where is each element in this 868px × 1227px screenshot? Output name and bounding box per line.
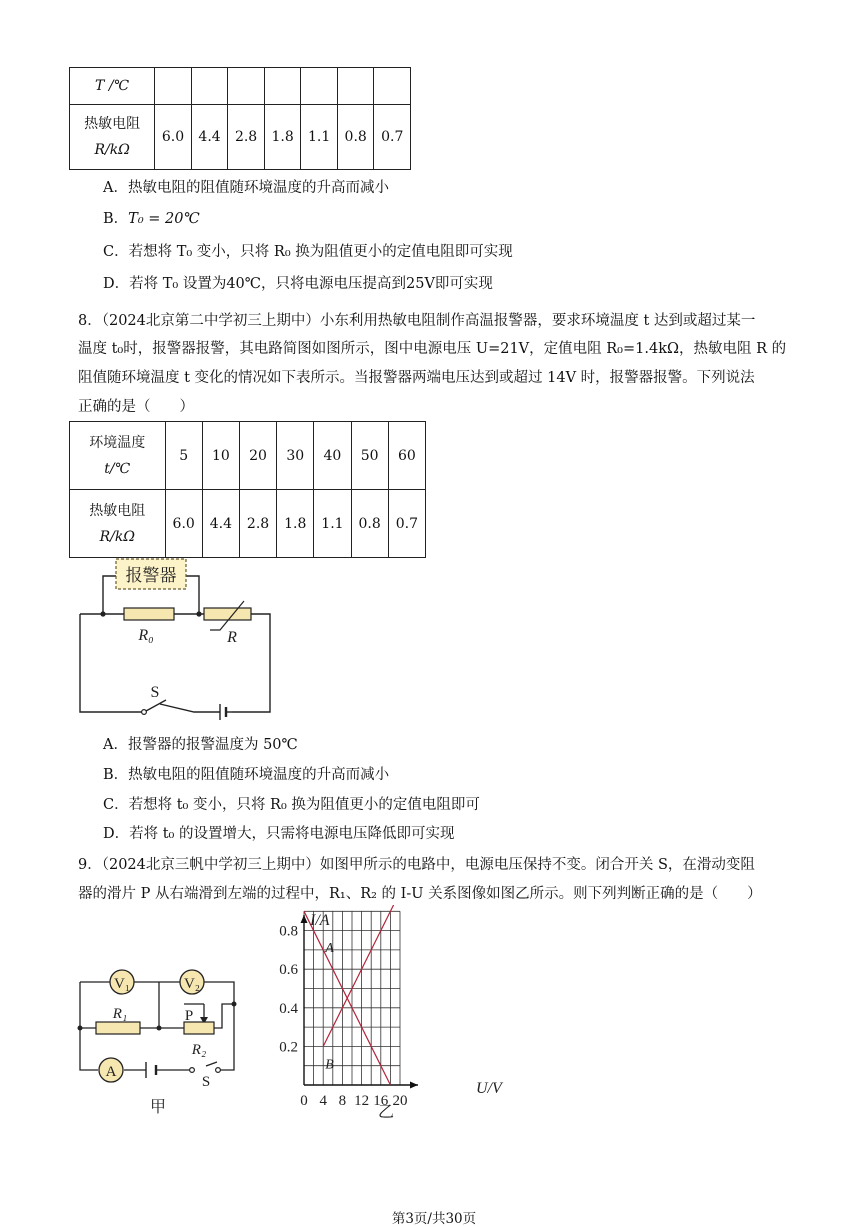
r1-label: R₁ xyxy=(112,1006,128,1022)
junction-dot xyxy=(100,611,105,616)
table-cell: 6.0 xyxy=(165,490,202,558)
table-cell: 0.7 xyxy=(374,105,411,170)
a-label: A xyxy=(105,1064,117,1080)
junction-dot xyxy=(232,1002,237,1007)
x-tick-label: 16 xyxy=(373,1093,389,1109)
table-cell: 4.4 xyxy=(202,490,239,558)
resistor-r0 xyxy=(124,608,174,620)
r-label: R xyxy=(227,629,237,646)
table-cell: 5 xyxy=(165,422,202,490)
table-cell: 2.8 xyxy=(228,105,265,170)
q8-stem-line4: 正确的是（ ） xyxy=(78,399,194,415)
table-cell: 50 xyxy=(351,422,388,490)
q7-option-c: C．若想将 T₀ 变小，只将 R₀ 换为阻值更小的定值电阻即可实现 xyxy=(103,244,513,260)
wire xyxy=(80,982,98,1070)
graph-caption: 乙 xyxy=(377,1104,395,1121)
table-cell: 60 xyxy=(388,422,425,490)
y-axis-label: I/A xyxy=(310,912,330,929)
table-cell: 10 xyxy=(202,422,239,490)
q8-option-b: B．热敏电阻的阻值随环境温度的升高而减小 xyxy=(103,767,390,783)
wire xyxy=(80,614,142,712)
x-tick-label: 4 xyxy=(319,1093,327,1109)
table-cell: 20 xyxy=(239,422,276,490)
table-cell: 0.8 xyxy=(351,490,388,558)
q9-stem-line1: 9．（2024北京三帆中学初三上期中）如图甲所示的电路中，电源电压保持不变。闭合开关 S，在滑动变阻 xyxy=(78,857,755,873)
y-tick-label: 0.6 xyxy=(279,962,298,979)
table-cell: 1.1 xyxy=(314,490,351,558)
v2-label: V₂ xyxy=(183,976,201,992)
switch-contact xyxy=(216,1068,221,1073)
x-tick-label: 8 xyxy=(338,1093,347,1109)
junction-dot xyxy=(157,1026,162,1031)
q8-option-d: D．若将 t₀ 的设置增大，只需将电源电压降低即可实现 xyxy=(103,826,455,842)
x-tick-label: 0 xyxy=(300,1093,308,1109)
q7-option-b-math: T₀ = 20℃ xyxy=(128,211,200,227)
table-cell xyxy=(337,68,374,105)
table-cell: 4.4 xyxy=(191,105,228,170)
q9-stem-line2: 器的滑片 P 从右端滑到左端的过程中，R₁、R₂ 的 I-U 关系图像如图乙所示。则下列判断正确的是（ ） xyxy=(78,886,762,902)
table-cell: 40 xyxy=(314,422,351,490)
table-cell xyxy=(228,68,265,105)
table-cell xyxy=(264,68,301,105)
s-label: S xyxy=(201,1074,211,1090)
table-header-line: 热敏电阻 xyxy=(84,116,141,132)
junction-dot xyxy=(78,1026,83,1031)
r0-label: R₀ xyxy=(138,627,154,644)
q7-option-b-prefix: B． xyxy=(103,211,129,227)
q8-circuit-diagram xyxy=(70,556,290,722)
y-tick-label: 0.2 xyxy=(279,1039,298,1056)
table-header-line: R/kΩ xyxy=(94,142,130,158)
table-cell: 30 xyxy=(277,422,314,490)
table-temperature-resistance-2 xyxy=(69,421,426,558)
x-axis-label: U/V xyxy=(476,1080,502,1097)
q9-circuit-diagram xyxy=(72,962,244,1120)
table-header-line: t/℃ xyxy=(104,460,131,477)
table-header-line: R/kΩ xyxy=(99,528,135,545)
table-cell: 6.0 xyxy=(155,105,192,170)
x-axis-arrow xyxy=(410,1082,418,1089)
table-cell: 1.8 xyxy=(264,105,301,170)
x-tick-label: 12 xyxy=(354,1093,370,1109)
series-label-b: B xyxy=(325,1057,334,1073)
graph-grid xyxy=(301,911,419,1088)
table-cell xyxy=(301,68,338,105)
table-cell xyxy=(374,68,411,105)
switch-lever xyxy=(146,700,166,711)
r2-label: R₂ xyxy=(191,1042,207,1058)
q8-stem-line3: 阻值随环境温度 t 变化的情况如下表所示。当报警器两端电压达到或超过 14V 时，报警器报警。下列说法 xyxy=(78,370,755,386)
table-cell: 2.8 xyxy=(239,490,276,558)
wire xyxy=(206,1004,234,1070)
q8-stem-line1: 8．（2024北京第二中学初三上期中）小东利用热敏电阻制作高温报警器，要求环境温度 t 达到或超过某一 xyxy=(78,313,756,329)
v1-label: V₁ xyxy=(113,976,131,992)
wire xyxy=(186,576,199,614)
q7-option-b xyxy=(103,207,200,228)
page-footer: 第3页/共30页 xyxy=(391,1211,477,1227)
y-tick-label: 0.4 xyxy=(279,1000,298,1017)
wire xyxy=(160,704,220,712)
table-cell xyxy=(155,68,192,105)
thermistor-r xyxy=(204,608,251,620)
switch-label: S xyxy=(150,684,160,701)
table-cell: 1.1 xyxy=(301,105,338,170)
table-header-resistance xyxy=(70,490,166,558)
table-header-line: 热敏电阻 xyxy=(89,502,146,519)
table-cell: 0.7 xyxy=(388,490,425,558)
table-cell: 1.8 xyxy=(277,490,314,558)
table-header-temperature: T /℃ xyxy=(70,68,155,105)
wire xyxy=(232,614,270,712)
q8-option-c: C．若想将 t₀ 变小，只将 R₀ 换为阻值更小的定值电阻即可 xyxy=(103,797,480,813)
table-header-resistance xyxy=(70,105,155,170)
alarm-label: 报警器 xyxy=(125,566,177,585)
table-header-temperature xyxy=(70,422,166,490)
table-header-line: 环境温度 xyxy=(89,434,146,451)
wire xyxy=(204,982,234,1004)
series-label-a: A xyxy=(325,940,334,956)
table-temperature-resistance-1 xyxy=(69,67,411,170)
y-tick-label: 0.8 xyxy=(279,923,298,940)
q8-option-a: A．报警器的报警温度为 50℃ xyxy=(103,737,298,753)
x-tick-label: 20 xyxy=(392,1093,408,1109)
p-label: P xyxy=(184,1008,194,1024)
table-cell: 0.8 xyxy=(337,105,374,170)
q8-stem-line2: 温度 t₀时，报警器报警，其电路简图如图所示，图中电源电压 U=21V，定值电阻 R₀=1.4kΩ，热敏电阻 R 的 xyxy=(78,341,787,357)
wire xyxy=(103,576,116,614)
resistor-r1 xyxy=(96,1022,140,1034)
switch-contact xyxy=(190,1068,195,1073)
junction-dot xyxy=(196,611,201,616)
q7-option-a: A．热敏电阻的阻值随环境温度的升高而减小 xyxy=(103,180,389,196)
switch-contact xyxy=(142,710,147,715)
q9-iu-graph xyxy=(268,905,518,1123)
q7-option-d: D．若将 T₀ 设置为40℃，只将电源电压提高到25V即可实现 xyxy=(103,276,493,292)
circuit-caption: 甲 xyxy=(149,1099,167,1116)
table-cell xyxy=(191,68,228,105)
